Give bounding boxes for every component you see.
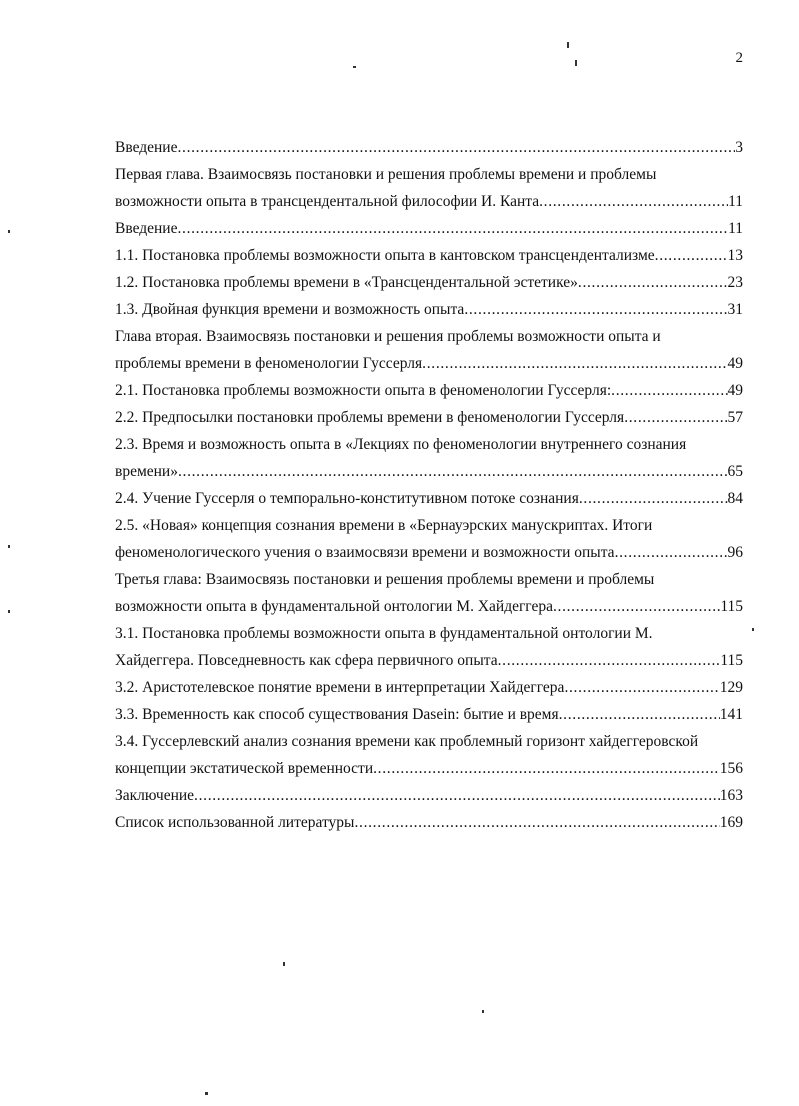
toc-entry-line [115, 782, 743, 809]
toc-entry-line [115, 755, 743, 782]
toc-entry-title: 2.2. Предпосылки постановки проблемы времени в феноменологии Гуссерля [115, 409, 625, 426]
toc-entry [115, 404, 743, 431]
toc-page-number: 115 [720, 598, 743, 615]
scan-speck [8, 545, 10, 548]
dot-leader [655, 242, 728, 269]
toc-entry-title: 2.1. Постановка проблемы возможности опыта в феноменологии Гуссерля: [115, 382, 612, 399]
toc-entry-line [115, 242, 743, 269]
toc-entry-line [115, 269, 743, 296]
toc-entry-line [115, 323, 743, 350]
toc-entry-line [115, 350, 743, 377]
scan-speck [482, 1010, 484, 1013]
dot-leader [559, 701, 720, 728]
toc-entry-line [115, 512, 743, 539]
dot-leader [177, 134, 735, 161]
toc-page-number: 141 [719, 706, 743, 723]
dot-leader [579, 485, 728, 512]
toc-entry-line [115, 215, 743, 242]
toc-entry [115, 701, 743, 728]
toc-entry-title: времени» [115, 463, 178, 480]
dot-leader [578, 269, 728, 296]
toc-entry-line [115, 674, 743, 701]
toc-entry-line [115, 458, 743, 485]
toc-entry-title: 2.4. Учение Гуссерля о темпорально-конститутивном потоке сознания [115, 490, 579, 507]
toc-entry-title: проблемы времени в феноменологии Гуссерля [115, 355, 423, 372]
toc-page-number: 163 [719, 787, 743, 804]
toc-entry-title: Введение [115, 139, 178, 156]
toc-entry-line [115, 161, 743, 188]
toc-entry-title: 3.4. Гуссерлевский анализ сознания времени как проблемный горизонт хайдеггеровской [115, 733, 699, 750]
dot-leader [539, 188, 728, 215]
toc-entry-title: 2.3. Время и возможность опыта в «Лекциях по феноменологии внутреннего сознания [115, 436, 687, 453]
toc-entry [115, 809, 743, 836]
toc-entry [115, 485, 743, 512]
toc-entry [115, 269, 743, 296]
toc-entry-line [115, 188, 743, 215]
toc-entry-line [115, 377, 743, 404]
dot-leader [564, 674, 719, 701]
toc-entry [115, 620, 743, 674]
toc-entry [115, 728, 743, 782]
toc-page-number: 169 [719, 814, 743, 831]
dot-leader [624, 404, 727, 431]
toc-entry [115, 512, 743, 566]
toc-page-number: 57 [727, 409, 743, 426]
dot-leader [615, 539, 728, 566]
toc-entry-title: 1.2. Постановка проблемы времени в «Трансцендентальной эстетике» [115, 274, 578, 291]
toc-page-number: 96 [727, 544, 743, 561]
toc-page-number: 11 [728, 220, 743, 237]
toc-entry [115, 323, 743, 377]
table-of-contents [115, 134, 743, 836]
toc-entry-line [115, 566, 743, 593]
toc-entry [115, 242, 743, 269]
toc-entry [115, 431, 743, 485]
toc-entry-title: Введение [115, 220, 178, 237]
toc-entry-line [115, 296, 743, 323]
toc-entry-title: Список использованной литературы [115, 814, 355, 831]
dot-leader [194, 782, 720, 809]
toc-entry-line [115, 620, 743, 647]
toc-page-number: 49 [727, 382, 743, 399]
toc-entry [115, 161, 743, 215]
toc-entry [115, 566, 743, 620]
scan-speck [353, 66, 356, 68]
toc-entry-line [115, 404, 743, 431]
page-number: 2 [735, 50, 743, 66]
toc-entry-title: Заключение [115, 787, 195, 804]
toc-page-number: 156 [719, 760, 743, 777]
toc-entry [115, 215, 743, 242]
toc-entry-title: 1.3. Двойная функция времени и возможность опыта [115, 301, 465, 318]
toc-entry-title: возможности опыта в трансцендентальной философии И. Канта [115, 193, 540, 210]
toc-entry [115, 782, 743, 809]
toc-entry [115, 296, 743, 323]
toc-entry [115, 134, 743, 161]
dot-leader [354, 809, 719, 836]
dot-leader [178, 458, 728, 485]
toc-entry-line [115, 431, 743, 458]
toc-entry-line [115, 539, 743, 566]
toc-entry [115, 377, 743, 404]
dot-leader [422, 350, 727, 377]
toc-entry-title: Глава вторая. Взаимосвязь постановки и решения проблемы возможности опыта и [115, 328, 661, 345]
toc-entry [115, 674, 743, 701]
scan-speck [205, 1092, 208, 1095]
toc-entry-line [115, 647, 743, 674]
toc-entry-title: Первая глава. Взаимосвязь постановки и решения проблемы времени и проблемы [115, 166, 657, 183]
toc-entry-title: 3.3. Временность как способ существования Dasein: бытие и время [115, 706, 559, 723]
toc-page-number: 3 [735, 139, 743, 156]
toc-page-number: 13 [727, 247, 743, 264]
toc-page-number: 65 [727, 463, 743, 480]
dot-leader [464, 296, 727, 323]
scan-speck [8, 230, 10, 233]
toc-entry-title: Третья глава: Взаимосвязь постановки и решения проблемы времени и проблемы [115, 571, 655, 588]
toc-entry-title: Хайдеггера. Повседневность как сфера первичного опыта [115, 652, 498, 669]
scan-speck [575, 60, 577, 66]
toc-page-number: 115 [720, 652, 743, 669]
toc-entry-line [115, 485, 743, 512]
dot-leader [611, 377, 727, 404]
toc-entry-title: 3.1. Постановка проблемы возможности опыта в фундаментальной онтологии М. [115, 625, 653, 642]
dot-leader [373, 755, 720, 782]
toc-page-number: 11 [728, 193, 743, 210]
toc-entry-line [115, 728, 743, 755]
toc-entry-title: 3.2. Аристотелевское понятие времени в интерпретации Хайдеггера [115, 679, 565, 696]
dot-leader [553, 593, 720, 620]
toc-entry-line [115, 593, 743, 620]
toc-page-number: 84 [727, 490, 743, 507]
scan-speck [567, 42, 569, 48]
scan-speck [752, 628, 754, 631]
toc-entry-title: 1.1. Постановка проблемы возможности опыта в кантовском трансцендентализме [115, 247, 655, 264]
toc-entry-line [115, 809, 743, 836]
scan-speck [8, 610, 10, 613]
toc-entry-title: возможности опыта в фундаментальной онтологии М. Хайдеггера [115, 598, 553, 615]
scan-speck [283, 962, 285, 966]
toc-page-number: 23 [727, 274, 743, 291]
dot-leader [498, 647, 721, 674]
toc-entry-line [115, 701, 743, 728]
dot-leader [177, 215, 728, 242]
toc-entry-line [115, 134, 743, 161]
toc-page-number: 31 [727, 301, 743, 318]
toc-page-number: 49 [727, 355, 743, 372]
toc-page-number: 129 [719, 679, 743, 696]
toc-entry-title: концепции экстатической временности [115, 760, 374, 777]
toc-entry-title: 2.5. «Новая» концепция сознания времени в «Бернауэрских манускриптах. Итоги [115, 517, 653, 534]
toc-entry-title: феноменологического учения о взаимосвязи времени и возможности опыта [115, 544, 615, 561]
